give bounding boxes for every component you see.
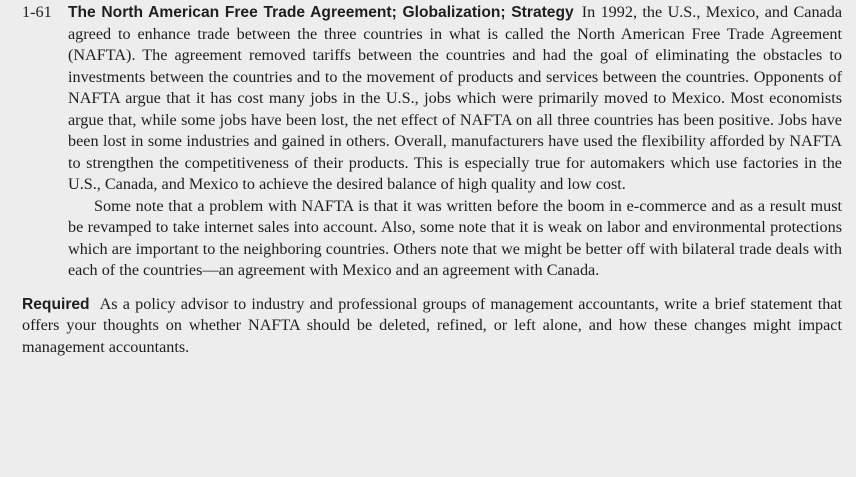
problem-title: The North American Free Trade Agreement; Globalization; Strategy [68,4,574,21]
problem-block [14,2,842,282]
problem-number: 1-61 [22,3,52,21]
required-block [14,294,842,359]
problem-paragraph-2: Some note that a problem with NAFTA is that it was written before the boom in e-commerce and as a result must be revamped to take internet sales into account. Also, some note that it is weak on labor and environmental protections which are important to the neighboring countries. Others note that we might be better off with bilateral trade deals with each of the countries—an agreement with Mexico and an agreement with Canada. [68,196,842,279]
required-text: As a policy advisor to industry and professional groups of management accountants, write a brief statement that offers your thoughts on whether NAFTA should be deleted, refined, or left alone, and how these changes might impact management accountants. [22,294,842,356]
problem-paragraph-1-text: In 1992, the U.S., Mexico, and Canada agreed to enhance trade between the three countries in what is called the North American Free Trade Agreement (NAFTA). The agreement removed tariffs between the countries and had the goal of eliminating the obstacles to investments between the countries and to the movement of products and services between the countries. Opponents of NAFTA argue that it has cost many jobs in the U.S., jobs which were primarily moved to Mexico. Most economists argue that, while some jobs have been lost, the net effect of NAFTA on all three countries has been positive. Jobs have been lost in some industries and gained in others. Overall, manufacturers have used the flexibility afforded by NAFTA to strengthen the competitiveness of their products. This is especially true for automakers which use factories in the U.S., Canada, and Mexico to achieve the desired balance of high quality and low cost. [68,3,843,193]
required-label: Required [22,295,90,313]
problem-paragraph-1 [68,2,842,196]
